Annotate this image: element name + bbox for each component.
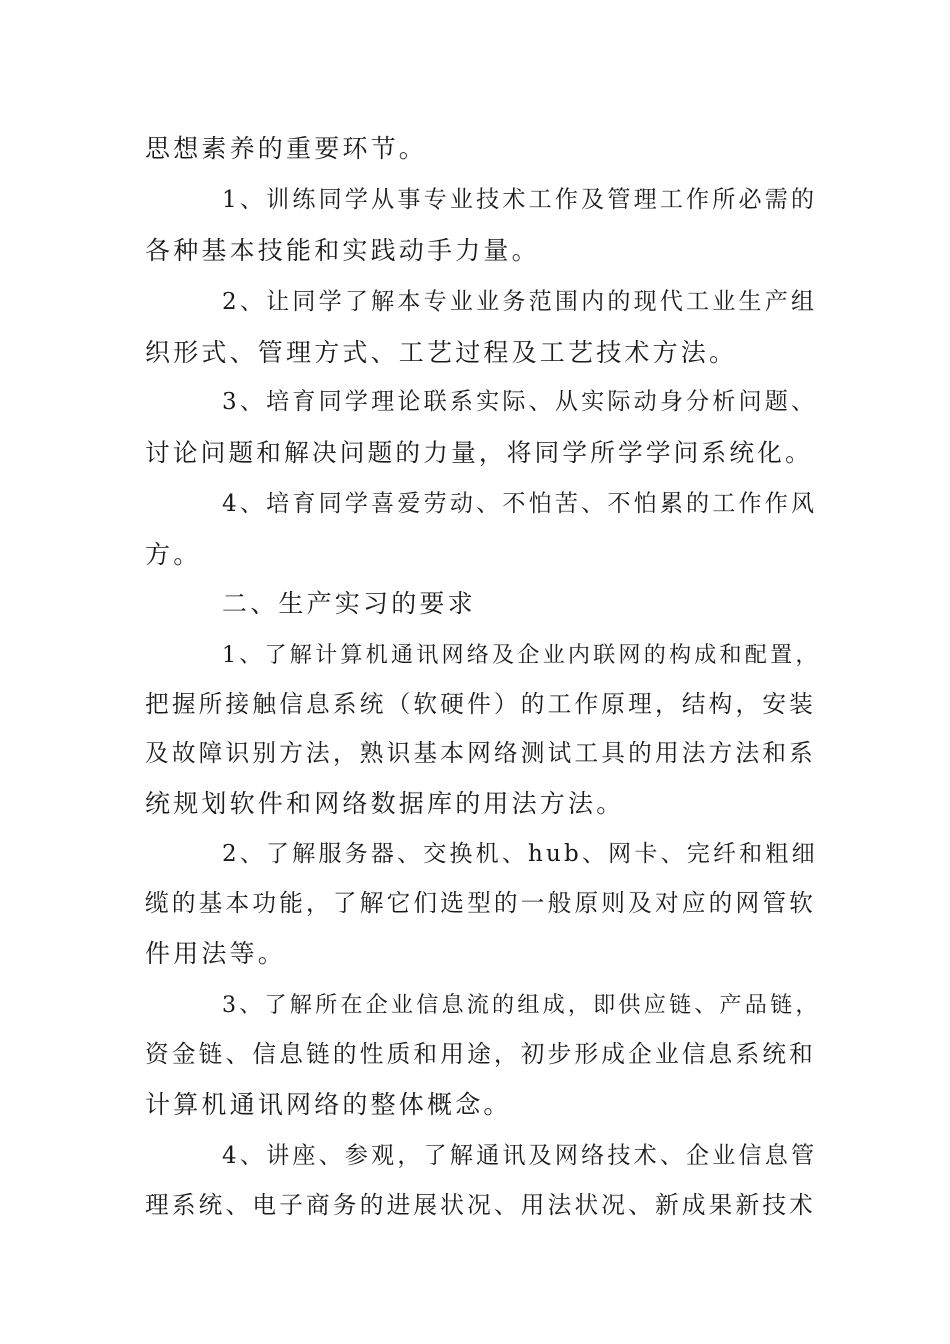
text-line [222,488,950,520]
text-line-content: 3、培育同学理论联系实际、从实际动身分析问题、 [222,389,818,415]
text-line [222,184,950,216]
text-line-content: 缆的基本功能，了解它们选型的一般原则及对应的网管软 [145,889,817,917]
text-line [145,938,950,970]
text-line-content: 4、讲座、参观，了解通讯及网络技术、企业信息管 [222,1143,818,1169]
text-line [222,838,950,870]
text-line-content: 统规划软件和网络数据库的用法方法。 [145,789,625,818]
text-line-content: 1、了解计算机通讯网络及企业内联网的构成和配置， [222,642,821,668]
text-line [145,887,950,919]
text-line [145,737,950,769]
text-line-content: 二、生产实习的要求 [222,589,476,618]
text-line [222,386,950,418]
text-line-content: 1、训练同学从事专业技术工作及管理工作所必需的 [222,187,818,213]
text-line [222,989,950,1021]
text-line-content: 计算机通讯网络的整体概念。 [145,1090,512,1119]
text-line [145,337,950,369]
text-line-content: 资金链、信息链的性质和用途，初步形成企业信息系统和 [145,1040,817,1068]
text-line [145,788,950,820]
text-line-content: 把握所接触信息系统（软硬件）的工作原理，结构，安装 [145,690,817,718]
text-line [145,235,950,267]
text-line-content: 讨论问题和解决问题的力量，将同学所学学问系统化。 [145,438,813,467]
text-line [222,286,950,318]
section-heading [222,588,950,620]
text-line [145,1089,950,1121]
text-line [222,639,950,671]
text-line-content: 2、让同学了解本专业业务范围内的现代工业生产组 [222,289,818,315]
text-line-content: 思想素养的重要环节。 [145,134,428,163]
text-line-content: 各种基本技能和实践动手力量。 [145,236,540,265]
text-line [145,437,950,469]
text-line [222,1140,950,1172]
text-line-content: 2、了解服务器、交换机、hub、网卡、完纤和粗细 [222,841,818,867]
text-line-content: 理系统、电子商务的进展状况、用法状况、新成果新技术 [145,1191,817,1219]
text-line [145,539,950,571]
text-line-content: 件用法等。 [145,939,287,968]
text-line-content: 织形式、管理方式、工艺过程及工艺技术方法。 [145,338,738,367]
text-line [145,688,950,720]
text-line-content: 及故障识别方法，熟识基本网络测试工具的用法方法和系 [145,739,817,767]
text-line-content: 4、培育同学喜爱劳动、不怕苦、不怕累的工作作风 [222,491,818,517]
text-line-content: 3、了解所在企业信息流的组成，即供应链、产品链， [222,992,821,1018]
text-line [145,1038,950,1070]
text-line-content: 方。 [145,540,202,569]
text-line [145,133,950,165]
text-line [145,1189,950,1221]
